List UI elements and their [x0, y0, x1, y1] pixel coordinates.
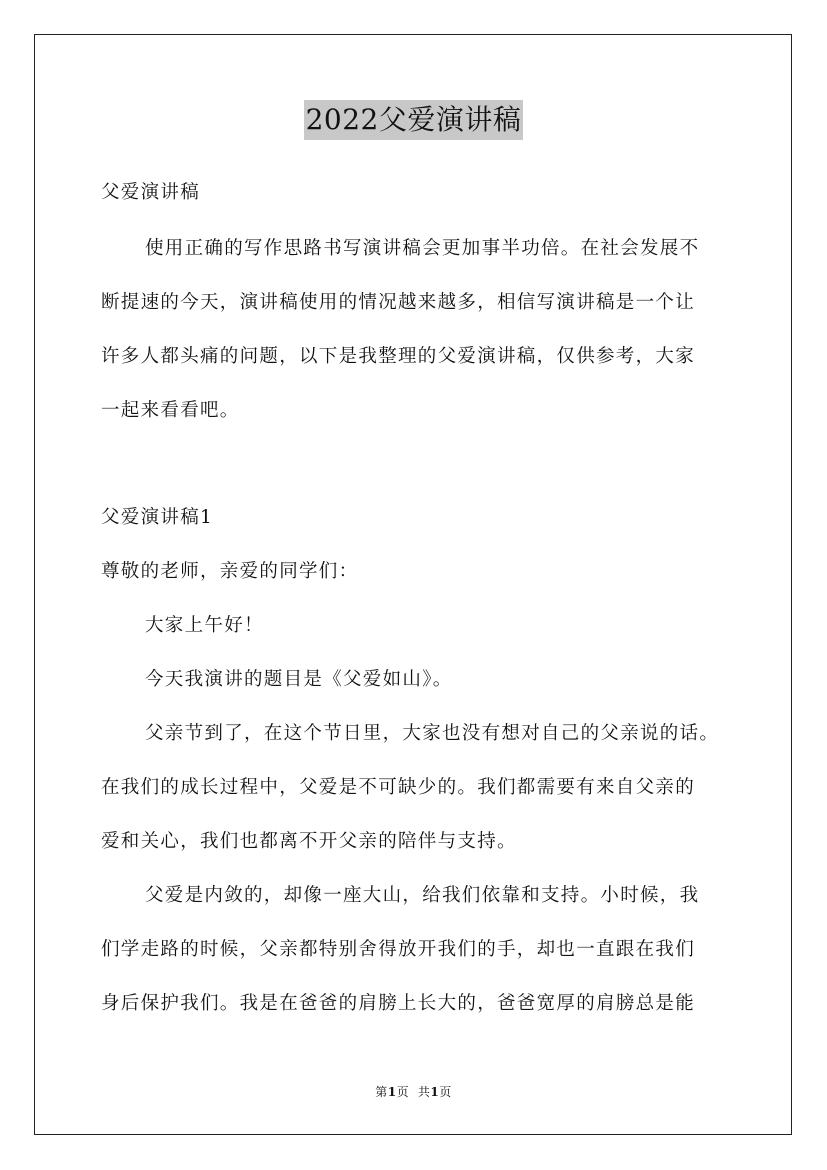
document-subtitle: 父爱演讲稿 [101, 182, 201, 203]
intro-line-1: 使用正确的写作思路书写演讲稿会更加事半功倍。在社会发展不 [145, 238, 700, 259]
total-prefix: 共 [417, 1085, 431, 1099]
salutation: 尊敬的老师，亲爱的同学们： [101, 561, 359, 582]
greeting: 大家上午好！ [145, 615, 264, 636]
para2-line-3: 身后保护我们。我是在爸爸的肩膀上长大的，爸爸宽厚的肩膀总是能 [101, 993, 696, 1014]
intro-line-3: 许多人都头痛的问题，以下是我整理的父爱演讲稿，仅供参考，大家 [101, 346, 696, 367]
para1-line-1: 父亲节到了，在这个节日里，大家也没有想对自己的父亲说的话。 [145, 723, 720, 744]
total-suffix: 页 [439, 1085, 452, 1099]
page-prefix: 第 [375, 1085, 388, 1099]
document-title: 2022父爱演讲稿 [304, 100, 524, 140]
intro-line-2: 断提速的今天，演讲稿使用的情况越来越多，相信写演讲稿是一个让 [101, 292, 696, 313]
para2-line-1: 父爱是内敛的，却像一座大山，给我们依靠和支持。小时候，我 [145, 885, 700, 906]
title-container [0, 100, 827, 140]
para1-line-3: 爱和关心，我们也都离不开父亲的陪伴与支持。 [101, 831, 517, 852]
page-footer [0, 1084, 827, 1100]
para2-line-2: 们学走路的时候，父亲都特别舍得放开我们的手，却也一直跟在我们 [101, 939, 696, 960]
section-heading: 父爱演讲稿1 [101, 507, 214, 528]
page-suffix: 页 [396, 1085, 410, 1099]
topic-line: 今天我演讲的题目是《父爱如山》。 [145, 669, 453, 690]
para1-line-2: 在我们的成长过程中，父爱是不可缺少的。我们都需要有来自父亲的 [101, 777, 696, 798]
page-number: 1 [387, 1085, 397, 1099]
intro-line-4: 一起来看看吧。 [101, 400, 240, 421]
total-pages: 1 [430, 1085, 440, 1099]
